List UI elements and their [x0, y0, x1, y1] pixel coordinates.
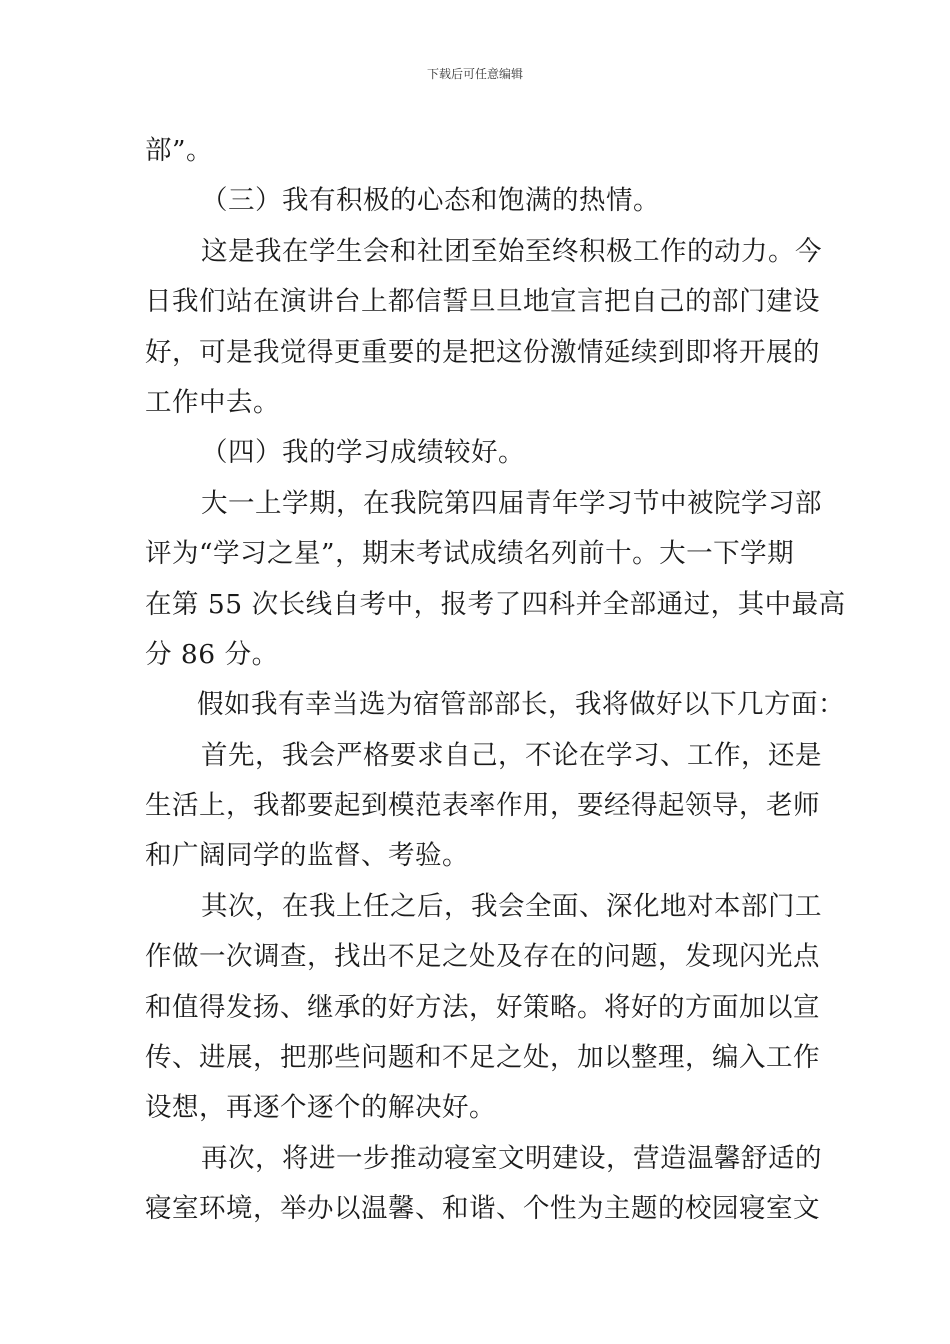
paragraph-line: 作做一次调查，找出不足之处及存在的问题，发现闪光点 [145, 941, 820, 973]
paragraph-line: 和广阔同学的监督、考验。 [145, 840, 469, 872]
document-body [145, 126, 846, 1235]
paragraph-line: 好，可是我觉得更重要的是把这份激情延续到即将开展的 [145, 336, 820, 368]
paragraph-line: 设想，再逐个逐个的解决好。 [145, 1092, 496, 1124]
paragraph-line: 生活上，我都要起到模范表率作用，要经得起领导，老师 [145, 790, 820, 822]
paragraph-line: 首先，我会严格要求自己，不论在学习、工作，还是 [201, 739, 822, 771]
paragraph-line: 部”。 [145, 135, 214, 166]
section-heading: （四）我的学习成绩较好。 [201, 437, 525, 469]
paragraph-line: 其次，在我上任之后，我会全面、深化地对本部门工 [201, 890, 822, 922]
section-heading: （三）我有积极的心态和饱满的热情。 [201, 185, 660, 217]
page-header: 下载后可任意编辑 [426, 67, 523, 81]
paragraph-line: 再次，将进一步推动寝室文明建设，营造温馨舒适的 [201, 1142, 822, 1174]
paragraph-line: 分 86 分。 [145, 638, 279, 670]
paragraph-line: 这是我在学生会和社团至始至终积极工作的动力。今 [201, 235, 822, 267]
paragraph-line: 和值得发扬、继承的好方法，好策略。将好的方面加以宣 [145, 991, 820, 1023]
paragraph-line: 工作中去。 [145, 386, 280, 418]
paragraph-line: 寝室环境，举办以温馨、和谐、个性为主题的校园寝室文 [145, 1193, 820, 1225]
paragraph-line: 传、进展，把那些问题和不足之处，加以整理，编入工作 [145, 1042, 820, 1074]
paragraph-line: 假如我有幸当选为宿管部部长，我将做好以下几方面： [197, 689, 845, 721]
paragraph-line: 大一上学期，在我院第四届青年学习节中被院学习部 [201, 487, 822, 519]
paragraph-line: 在第 55 次长线自考中，报考了四科并全部通过，其中最高 [145, 588, 846, 620]
paragraph-line: 日我们站在演讲台上都信誓旦旦地宣言把自己的部门建设 [145, 286, 820, 318]
paragraph-line: 评为“学习之星”，期末考试成绩名列前十。大一下学期 [145, 538, 795, 570]
